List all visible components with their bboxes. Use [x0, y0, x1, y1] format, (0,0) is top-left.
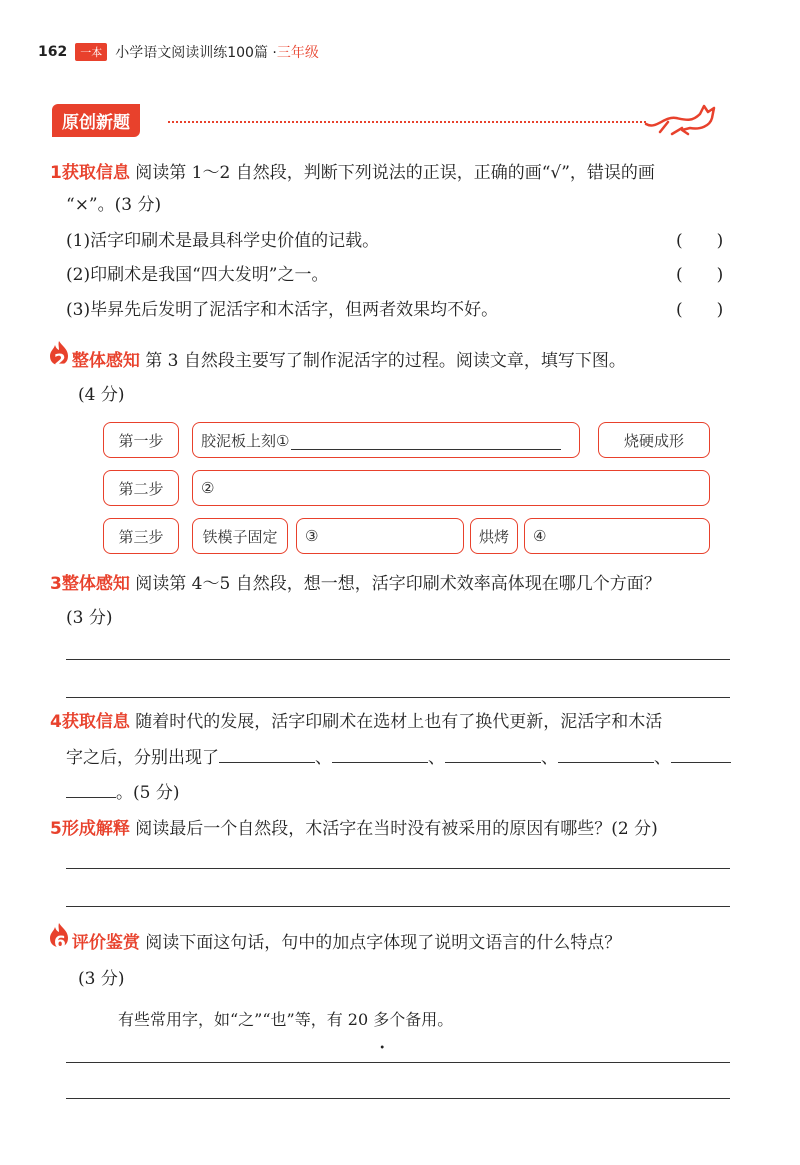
q5-answer-line-2[interactable]: [66, 906, 730, 907]
q1-answer-1[interactable]: ( ): [676, 231, 724, 251]
emphasis-dot: •: [379, 1043, 386, 1054]
q6-text: 阅读下面这句话，句中的加点字体现了说明文语言的什么特点？: [145, 933, 622, 953]
q1-number: 1: [50, 163, 62, 183]
q3-points: (3 分): [66, 608, 113, 628]
page-number: 162: [38, 44, 68, 60]
quote-after: 个备用。: [389, 1010, 454, 1029]
q3-text: 阅读第 4～5 自然段，想一想，活字印刷术效率高体现在哪几个方面？: [135, 574, 661, 594]
cat-icon: [642, 96, 722, 136]
q5-number: 5: [50, 819, 62, 839]
q4-number: 4: [50, 712, 62, 732]
grade-label: 三年级: [276, 45, 319, 61]
q4-blank-4[interactable]: [558, 740, 654, 763]
step1-label: 第一步: [103, 422, 179, 458]
q5-tag: 形成解释: [61, 819, 130, 839]
q4-blank-6[interactable]: [66, 775, 116, 798]
section-banner: 原创新题: [52, 104, 140, 137]
step3-bake: 烘烤: [470, 518, 518, 554]
q4-blank-2[interactable]: [332, 740, 428, 763]
q5-text: 阅读最后一个自然段，木活字在当时没有被采用的原因有哪些？(2 分): [135, 819, 658, 839]
q3-answer-line-1[interactable]: [66, 659, 730, 660]
q2-points: (4 分): [78, 385, 125, 405]
step1-content: [192, 422, 580, 458]
banner-dotted-line: [168, 121, 646, 123]
quote-before: 有些常用字，如“之”“也”等，有 20: [118, 1010, 374, 1029]
q4: [50, 705, 770, 739]
q1-tag: 获取信息: [61, 163, 130, 183]
q2-number: 2: [54, 351, 66, 371]
q1-text-cont: “×”。(3 分): [66, 195, 162, 215]
q4-text-cont: 字之后，分别出现了: [66, 748, 219, 768]
quote-dotted-char: 多 •: [373, 1010, 389, 1029]
step3-fix: 铁模子固定: [192, 518, 288, 554]
q4-text: 随着时代的发展，活字印刷术在选材上也有了换代更新，泥活字和木活: [135, 712, 663, 732]
step3-label: 第三步: [103, 518, 179, 554]
step3-blank3[interactable]: ③: [296, 518, 464, 554]
step1-blank[interactable]: [291, 431, 561, 450]
q1-answer-2[interactable]: ( ): [676, 265, 724, 285]
q6-points: (3 分): [78, 969, 125, 989]
q1-item-1: (1)活字印刷术是最具科学史价值的记载。: [66, 231, 380, 251]
q1: [50, 156, 750, 190]
step1-text: 胶泥板上刻①: [201, 431, 290, 450]
q2-text: 第 3 自然段主要写了制作泥活字的过程。阅读文章，填写下图。: [145, 351, 626, 371]
q4-blank-3[interactable]: [445, 740, 541, 763]
q6-answer-line-2[interactable]: [66, 1098, 730, 1099]
q4-line2: [66, 740, 731, 775]
q4-sep-3: 、: [541, 748, 558, 768]
q2-tag: 整体感知: [71, 351, 140, 371]
step2-label: 第二步: [103, 470, 179, 506]
q4-tag: 获取信息: [61, 712, 130, 732]
q6-answer-line-1[interactable]: [66, 1062, 730, 1063]
q5: [50, 812, 770, 846]
q4-blank-5[interactable]: [671, 740, 731, 763]
q4-sep-4: 、: [654, 748, 671, 768]
step3-blank4[interactable]: ④: [524, 518, 710, 554]
q4-points: 。(5 分): [116, 783, 180, 803]
q6: [54, 926, 774, 960]
q3-tag: 整体感知: [61, 574, 130, 594]
q1-text: 阅读第 1～2 自然段，判断下列说法的正误，正确的画“√”，错误的画: [135, 163, 655, 183]
q3: [50, 567, 770, 601]
book-title: 小学语文阅读训练100篇 ·: [115, 45, 277, 61]
step1-result: 烧硬成形: [598, 422, 710, 458]
q6-tag: 评价鉴赏: [71, 933, 140, 953]
q1-answer-3[interactable]: ( ): [676, 300, 724, 320]
q4-blank-1[interactable]: [219, 740, 315, 763]
q3-answer-line-2[interactable]: [66, 697, 730, 698]
q2: [54, 344, 754, 378]
q1-item-2: (2)印刷术是我国“四大发明”之一。: [66, 265, 329, 285]
q4-line3: [66, 775, 179, 810]
page-header: [38, 42, 319, 62]
q4-sep-1: 、: [315, 748, 332, 768]
q6-number: 6: [54, 933, 66, 953]
q6-quote: [118, 1003, 454, 1054]
series-logo: 一本: [75, 43, 107, 61]
q3-number: 3: [50, 574, 62, 594]
step2-content[interactable]: ②: [192, 470, 710, 506]
q4-sep-2: 、: [428, 748, 445, 768]
q5-answer-line-1[interactable]: [66, 868, 730, 869]
q1-item-3: (3)毕昇先后发明了泥活字和木活字，但两者效果均不好。: [66, 300, 499, 320]
